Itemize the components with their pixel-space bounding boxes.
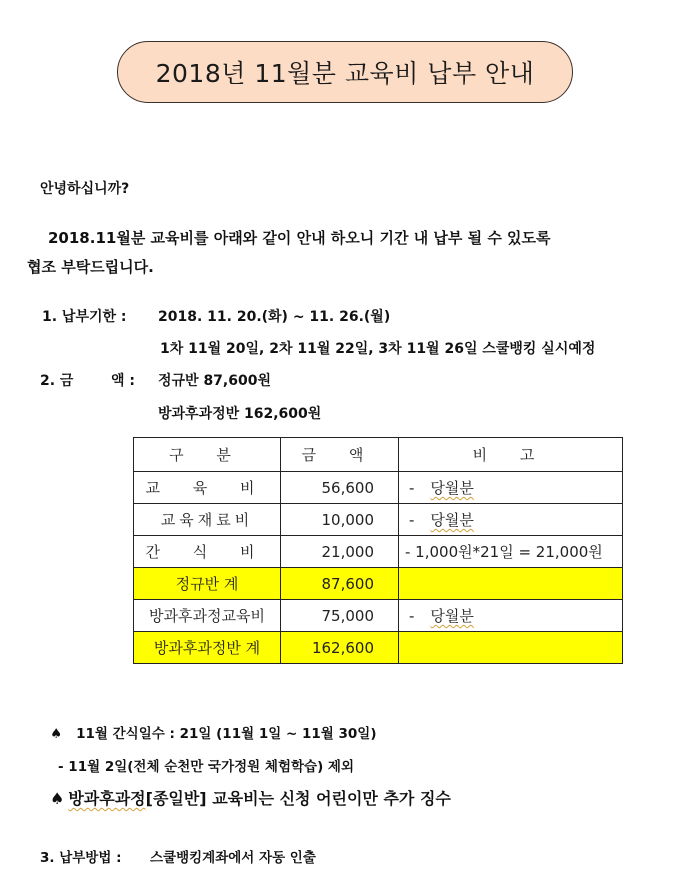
amount-label-tail: 액 : — [111, 373, 135, 389]
row-item: 정규반 계 — [134, 568, 281, 600]
row-note — [399, 568, 623, 600]
row-note: - 1,000원*21일 = 21,000원 — [399, 536, 623, 568]
row-item: 방과후과정교육비 — [134, 600, 281, 632]
table-row-subtotal — [134, 568, 623, 600]
spade-icon: ♠ — [50, 789, 65, 808]
header-remarks: 비 고 — [399, 438, 623, 472]
row-amount: 162,600 — [281, 632, 399, 664]
row-item: 교 육 비 — [134, 472, 281, 504]
row-item: 교육재료비 — [134, 504, 281, 536]
deadline-label: 1. 납부기한 : — [42, 309, 127, 325]
table-row-total — [134, 632, 623, 664]
amount-label-num: 2. 금 — [40, 373, 74, 389]
table-row — [134, 600, 623, 632]
row-note: - 당월분 — [399, 600, 623, 632]
payment-method-label: 3. 납부방법 : — [40, 850, 122, 866]
fee-table — [133, 437, 623, 664]
greeting: 안녕하십니까? — [40, 181, 130, 197]
table-row — [134, 504, 623, 536]
snack-exclusion-note: - 11월 2일(전체 순천만 국가정원 체험학습) 제외 — [58, 759, 355, 775]
amount-regular: 정규반 87,600원 — [158, 373, 271, 389]
row-amount: 56,600 — [281, 472, 399, 504]
title-banner — [117, 41, 573, 103]
row-amount: 10,000 — [281, 504, 399, 536]
afterschool-note: ♠ 방과후과정[종일반] 교육비는 신청 어린이만 추가 징수 — [50, 789, 451, 808]
page-title: 2018년 11월분 교육비 납부 안내 — [155, 59, 535, 88]
row-note: - 당월분 — [399, 504, 623, 536]
intro-line-1: 2018.11월분 교육비를 아래와 같이 안내 하오니 기간 내 납부 될 수 있도록 — [48, 229, 551, 247]
table-row — [134, 472, 623, 504]
deadline-value: 2018. 11. 20.(화) ~ 11. 26.(월) — [158, 309, 391, 325]
header-category: 구 분 — [134, 438, 281, 472]
row-note: - 당월분 — [399, 472, 623, 504]
snack-days-note: ♠ 11월 간식일수 : 21일 (11월 1일 ~ 11월 30일) — [50, 726, 377, 742]
payment-method-value: 스쿨뱅킹계좌에서 자동 인출 — [150, 850, 316, 866]
row-note — [399, 632, 623, 664]
intro-line-2: 협조 부탁드립니다. — [27, 258, 154, 276]
amount-afterschool: 방과후과정반 162,600원 — [158, 406, 322, 422]
row-item: 방과후과정반 계 — [134, 632, 281, 664]
deadline-detail: 1차 11월 20일, 2차 11월 22일, 3차 11월 26일 스쿨뱅킹 실시예정 — [160, 341, 596, 357]
row-item: 간 식 비 — [134, 536, 281, 568]
table-header-row — [134, 438, 623, 472]
row-amount: 21,000 — [281, 536, 399, 568]
spade-icon: ♠ — [50, 726, 63, 742]
row-amount: 87,600 — [281, 568, 399, 600]
table-row — [134, 536, 623, 568]
header-amount: 금 액 — [281, 438, 399, 472]
row-amount: 75,000 — [281, 600, 399, 632]
